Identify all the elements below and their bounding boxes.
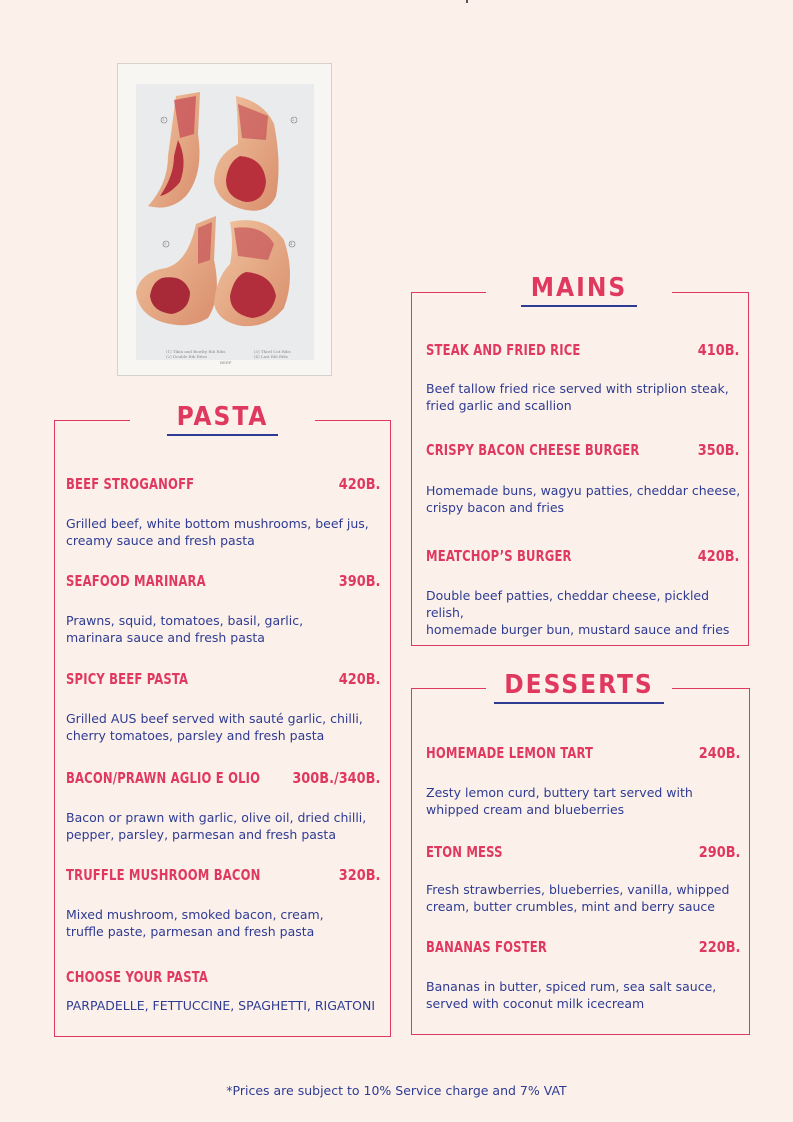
mains-item-desc [426,380,746,414]
desserts-item-price: 220B. [698,938,740,956]
pasta-item-price: 420B. [338,670,380,688]
mains-item-desc [426,587,746,638]
desc-line: Bacon or prawn with garlic, olive oil, dried chilli, [66,810,367,825]
desc-line: whipped cream and blueberries [426,802,625,817]
mains-item-name: STEAK AND FRIED RICE [426,341,581,359]
desc-line: Zesty lemon curd, buttery tart served with [426,785,693,800]
pasta-item-desc [66,906,386,940]
desc-line: pepper, parsley, parmesan and fresh pasta [66,827,336,842]
pasta-choice-options [66,997,386,1014]
desc-line: crispy bacon and fries [426,500,565,515]
illustration-caption-beef: BEEF [220,360,232,365]
beef-rib-illustration [117,63,332,376]
pasta-item-name: SPICY BEEF PASTA [66,670,189,688]
desc-line: truffle paste, parmesan and fresh pasta [66,924,315,939]
pasta-item-price: 320B. [338,866,380,884]
desc-line: Beef tallow fried rice served with striplion steak, [426,381,729,396]
desc-line: Grilled AUS beef served with sauté garlic, chilli, [66,711,363,726]
desc-line: cream, butter crumbles, mint and berry sauce [426,899,715,914]
pasta-item-name: BEEF STROGANOFF [66,475,195,493]
pasta-item-desc [66,809,386,843]
pasta-item-name: SEAFOOD MARINARA [66,572,206,590]
desc-line: Homemade buns, wagyu patties, cheddar cheese, [426,483,741,498]
desc-line: PARPADELLE, FETTUCCINE, SPAGHETTI, RIGATONI [66,998,376,1013]
desserts-item-name: HOMEMADE LEMON TART [426,744,594,762]
cut-number-3: 3 [164,241,167,246]
desc-line: homemade burger bun, mustard sauce and fries [426,622,730,637]
illustration-caption-2: (2) Double Rib Rites [166,354,208,359]
desc-line: Bananas in butter, spiced rum, sea salt sauce, [426,979,717,994]
pasta-item-name: TRUFFLE MUSHROOM BACON [66,866,261,884]
desc-line: Prawns, squid, tomatoes, basil, garlic, [66,613,304,628]
desserts-item-desc [426,978,746,1012]
desserts-item-name: BANANAS FOSTER [426,938,547,956]
illustration-caption-4: (4) Last Rib Ribs [254,354,288,359]
mains-item-price: 350B. [697,441,739,459]
pasta-item-name: BACON/PRAWN AGLIO E OLIO [66,769,261,787]
desc-line: Mixed mushroom, smoked bacon, cream, [66,907,324,922]
desc-line: served with coconut milk icecream [426,996,645,1011]
illustration-caption-1: (1) Tikin and Bowlty Rib Ribs [166,349,226,354]
cut-number-1: 1 [162,117,165,122]
desserts-item-price: 240B. [698,744,740,762]
pasta-title-text: PASTA [167,402,279,436]
desserts-title-text: DESSERTS [494,670,664,704]
pasta-item-desc [66,612,386,646]
desc-line: Grilled beef, white bottom mushrooms, beef jus, [66,516,369,531]
cut-number-2: 2 [292,117,295,122]
desserts-item-price: 290B. [698,843,740,861]
pasta-choice-heading: CHOOSE YOUR PASTA [66,968,208,986]
desserts-item-desc [426,784,746,818]
desc-line: Double beef patties, cheddar cheese, pickled relish, [426,588,710,620]
desc-line: fried garlic and scallion [426,398,572,413]
desc-line: Fresh strawberries, blueberries, vanilla, whipped [426,882,730,897]
cut-number-4: 4 [290,241,293,246]
mains-item-price: 420B. [697,547,739,565]
illustration-caption-3: (3) Third Cut Ribs [254,349,291,354]
desc-line: marinara sauce and fresh pasta [66,630,265,645]
pasta-item-price: 420B. [338,475,380,493]
pasta-item-desc [66,710,386,744]
mains-item-name: MEATCHOP’S BURGER [426,547,572,565]
pasta-item-price: 390B. [338,572,380,590]
pasta-item-desc [66,515,386,549]
desc-line: cherry tomatoes, parsley and fresh pasta [66,728,325,743]
service-charge-note: *Prices are subject to 10% Service charge and 7% VAT [226,1083,567,1098]
desserts-item-name: ETON MESS [426,843,503,861]
mains-title-text: MAINS [521,273,638,307]
desc-line: creamy sauce and fresh pasta [66,533,255,548]
rib-cuts-drawing [118,64,333,377]
mains-item-name: CRISPY BACON CHEESE BURGER [426,441,640,459]
mains-item-price: 410B. [697,341,739,359]
desserts-item-desc [426,881,746,915]
pasta-item-price: 300B./340B. [291,769,380,787]
desserts-title [486,670,672,704]
mains-item-desc [426,482,746,516]
pasta-title [130,402,315,436]
mains-title [486,273,672,307]
page-mark [466,0,468,3]
